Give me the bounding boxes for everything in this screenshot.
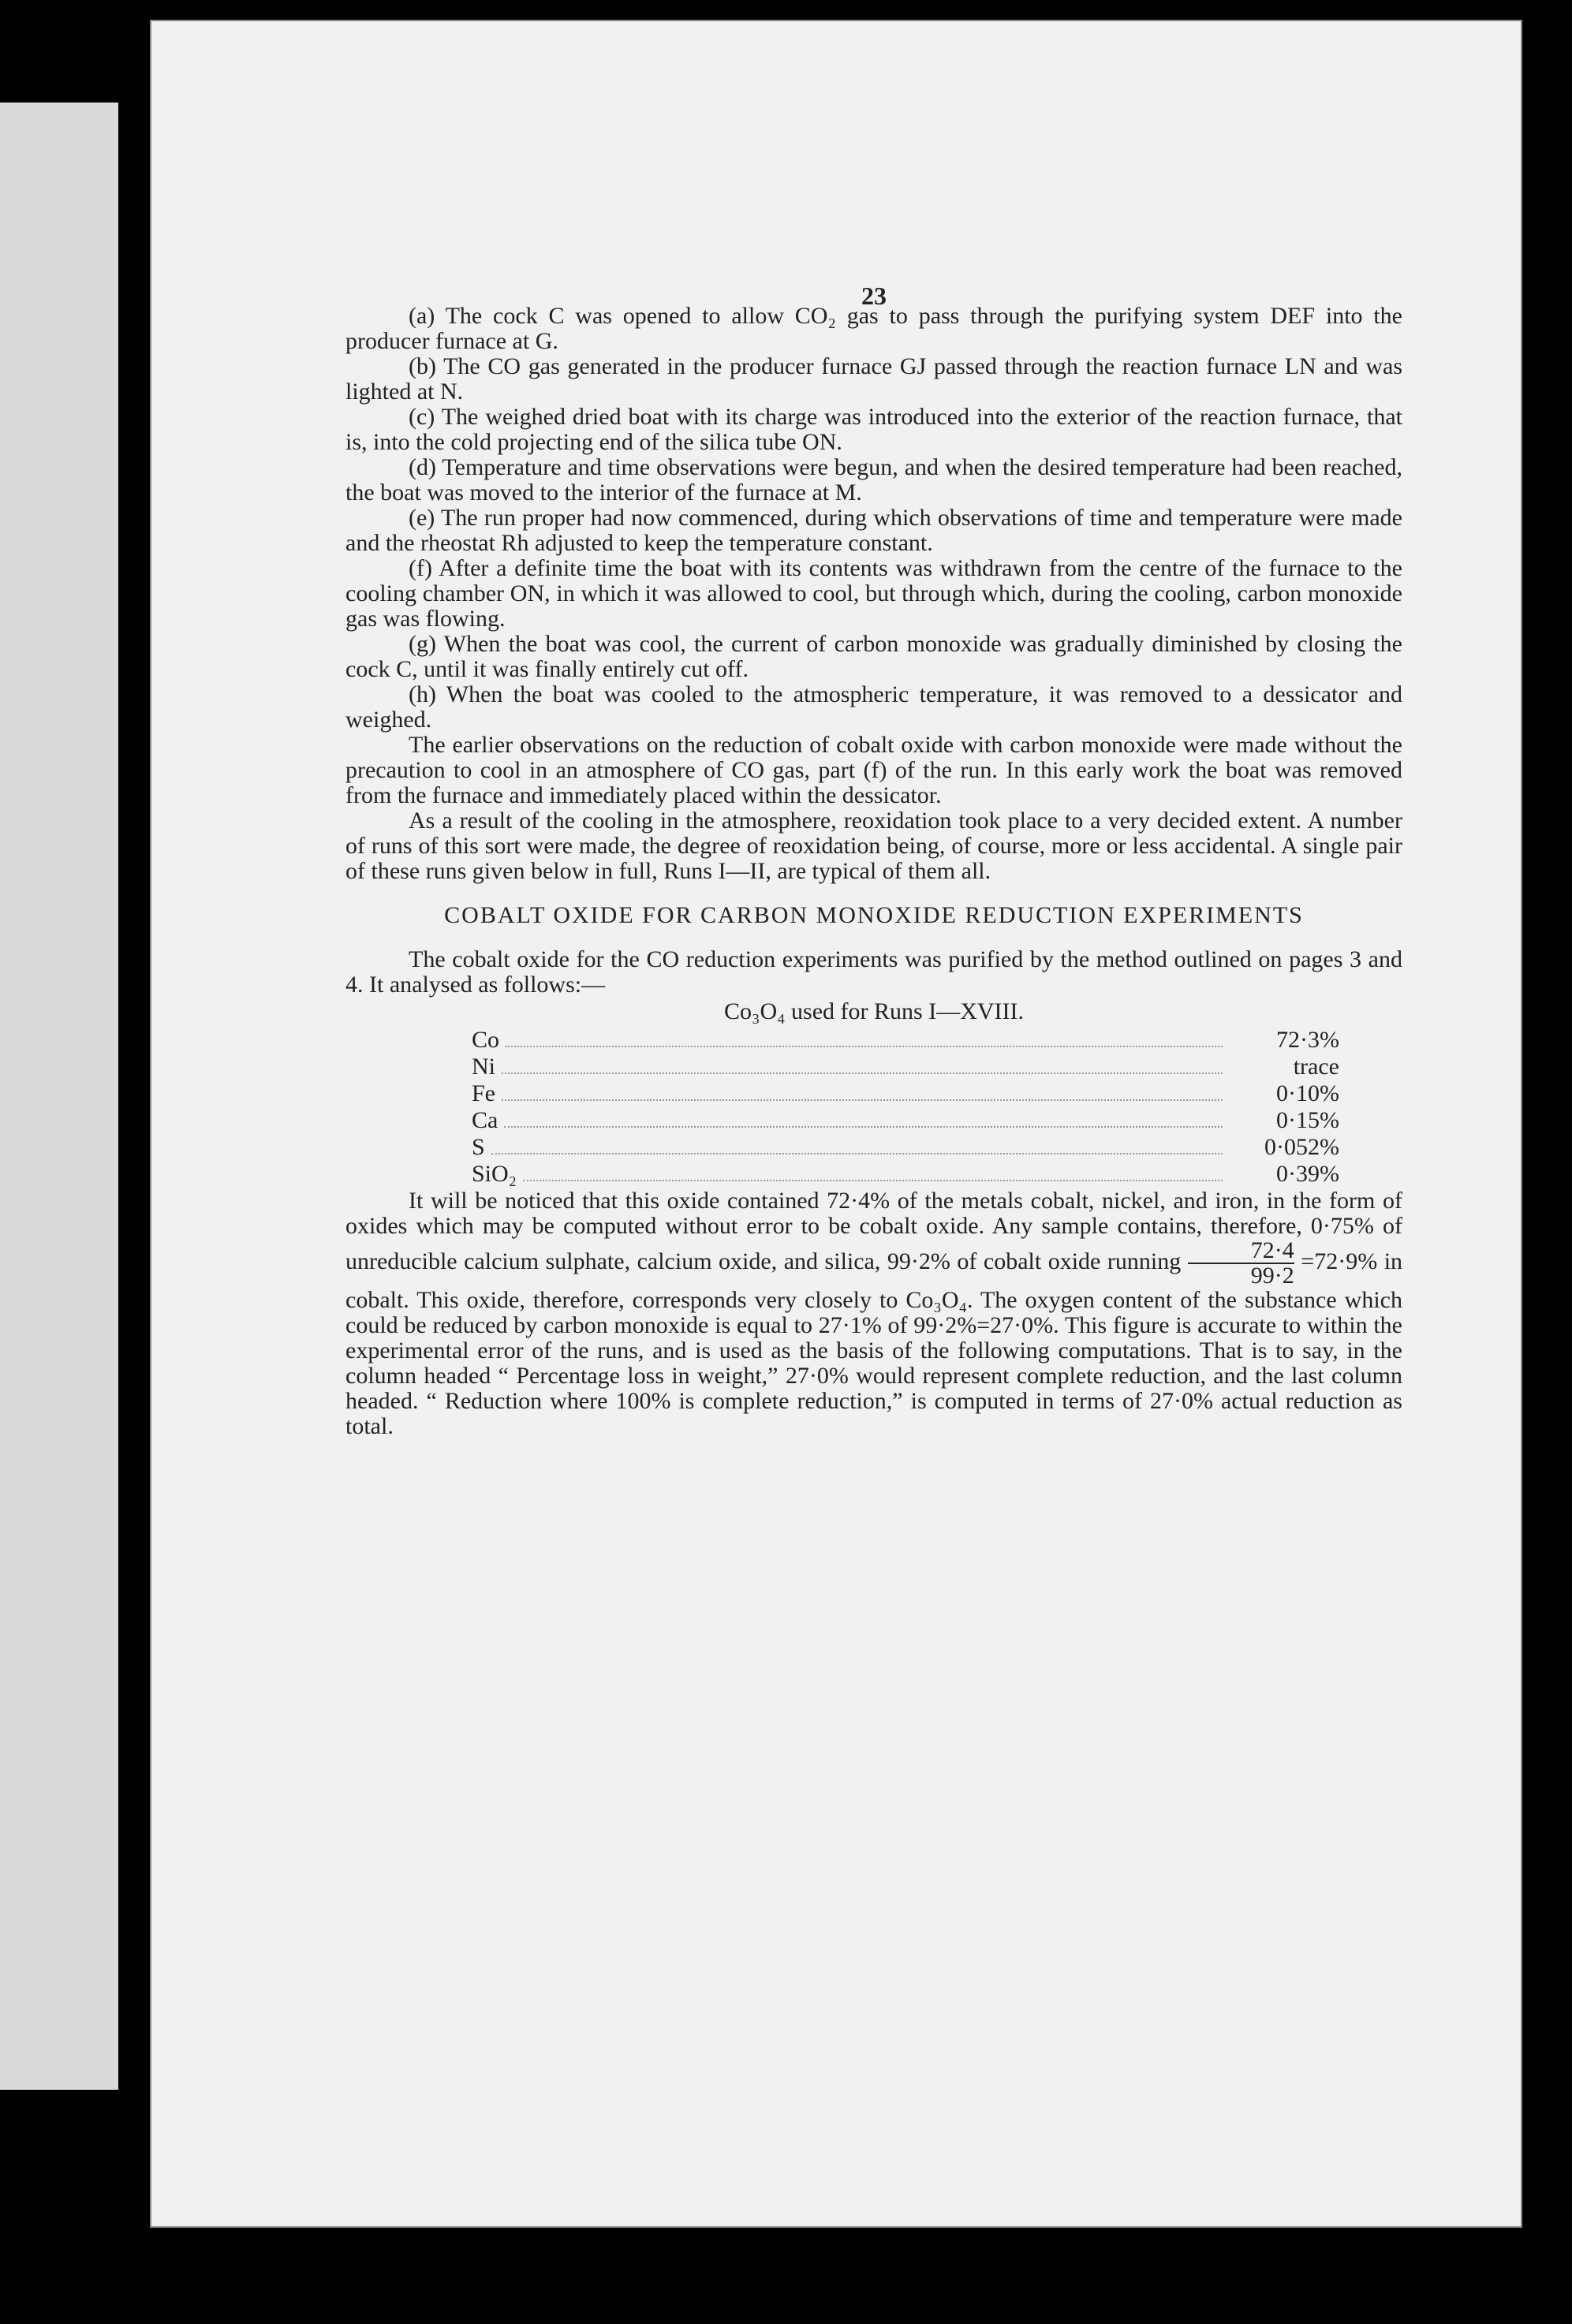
assay-value: 0·39% bbox=[1276, 1161, 1339, 1187]
assay-row bbox=[472, 1028, 1339, 1054]
procedure-step-c: (c) The weighed dried boat with its charge was introduced into the exterior of the reaction furnace, that is, into the cold projecting end of the silica tube ON. bbox=[345, 404, 1402, 455]
assay-value: 72·3% bbox=[1276, 1027, 1339, 1053]
analysis-text-start: It will be noticed that this oxide contained 72·4% of the metals cobalt, nickel, and iron, in the form of oxides which may be computed without error to be cobalt oxide. Any sample contains, therefore, 0·75% of unreducible calcium sulphate, calcium oxide, and silica, 99·2% of cobalt oxide running bbox=[345, 1188, 1402, 1274]
assay-row bbox=[472, 1135, 1339, 1162]
dot-leader bbox=[504, 1126, 1223, 1128]
assay-value: 0·10% bbox=[1276, 1080, 1339, 1106]
assay-table-caption: Co₃O₄ used for Runs I—XVIII. bbox=[723, 998, 1025, 1024]
assay-value: 0·15% bbox=[1276, 1107, 1339, 1133]
fraction bbox=[1188, 1239, 1294, 1288]
analysis-text-end: =72·9% in cobalt. This oxide, therefore, corresponds very closely to Co₃O₄. The oxygen content of the substance which could be reduced by carbon monoxide is equal to 27·1% of 99·2%=27·0%. This figure is accurate to within the experimental error of the runs, and is used as the basis of the following computations. That is to say, in the column headed “ Percentage loss in weight,” 27·0% would represent complete reduction, and the last column headed. “ Reduction where 100% is complete reduction,” is computed in terms of 27·0% actual reduction as total. bbox=[345, 1248, 1403, 1439]
procedure-step-d: (d) Temperature and time observations were begun, and when the desired temperature had been reached, the boat was moved to the interior of the furnace at M. bbox=[345, 454, 1402, 505]
page-number: 23 bbox=[861, 282, 887, 310]
assay-element: Co bbox=[472, 1027, 500, 1053]
assay-element: Ca bbox=[472, 1107, 498, 1133]
assay-element: S bbox=[472, 1134, 485, 1160]
dot-leader bbox=[502, 1072, 1223, 1074]
assay-row bbox=[472, 1108, 1339, 1135]
paragraph-earlier-observations: The earlier observations on the reduction of cobalt oxide with carbon monoxide were made without the precaution to cool in an atmosphere of CO gas, part (f) of the run. In this early work the boat was removed from the furnace and immediately placed within the dessicator. bbox=[345, 732, 1402, 808]
dot-leader bbox=[523, 1180, 1223, 1181]
assay-row bbox=[472, 1054, 1339, 1081]
assay-element: Fe bbox=[472, 1080, 495, 1106]
procedure-step-a: (a) The cock C was opened to allow CO₂ gas to pass through the purifying system DEF into the producer furnace at G. bbox=[345, 303, 1402, 354]
assay-table bbox=[472, 1028, 1339, 1188]
assay-row bbox=[472, 1081, 1339, 1108]
document-page bbox=[150, 20, 1522, 2228]
assay-row bbox=[472, 1162, 1339, 1188]
dot-leader bbox=[506, 1046, 1223, 1047]
procedure-step-e: (e) The run proper had now commenced, during which observations of time and temperature were made and the rheostat Rh adjusted to keep the temperature constant. bbox=[345, 505, 1402, 556]
paragraph-analysis bbox=[345, 1188, 1402, 1439]
paragraph-purification: The cobalt oxide for the CO reduction experiments was purified by the method outlined on pages 3 and 4. It analysed as follows:— bbox=[345, 946, 1402, 998]
dot-leader bbox=[502, 1099, 1223, 1101]
fraction-denominator: 99·2 bbox=[1250, 1263, 1294, 1289]
procedure-step-h: (h) When the boat was cooled to the atmospheric temperature, it was removed to a dessicator and weighed. bbox=[345, 681, 1402, 733]
procedure-step-b: (b) The CO gas generated in the producer furnace GJ passed through the reaction furnace LN and was lighted at N. bbox=[345, 353, 1402, 405]
assay-element: Ni bbox=[472, 1054, 495, 1080]
assay-value: trace bbox=[1293, 1054, 1339, 1080]
page-content bbox=[345, 282, 1403, 1439]
section-heading: COBALT OXIDE FOR CARBON MONOXIDE REDUCTION EXPERIMENTS bbox=[444, 902, 1304, 928]
paragraph-reoxidation: As a result of the cooling in the atmosphere, reoxidation took place to a very decided extent. A number of runs of this sort were made, the degree of reoxidation being, of course, more or less accidental. A single pair of these runs given below in full, Runs I—II, are typical of them all. bbox=[345, 808, 1402, 884]
adjacent-page-edge bbox=[0, 103, 118, 2090]
dot-leader bbox=[491, 1153, 1223, 1155]
procedure-step-f: (f) After a definite time the boat with its contents was withdrawn from the centre of the furnace to the cooling chamber ON, in which it was allowed to cool, but through which, during the cooling, carbon monoxide gas was flowing. bbox=[345, 555, 1402, 632]
procedure-step-g: (g) When the boat was cool, the current of carbon monoxide was gradually diminished by closing the cock C, until it was finally entirely cut off. bbox=[345, 631, 1402, 682]
fraction-numerator: 72·4 bbox=[1188, 1239, 1294, 1264]
assay-element: SiO₂ bbox=[472, 1161, 517, 1187]
assay-value: 0·052% bbox=[1264, 1134, 1339, 1160]
